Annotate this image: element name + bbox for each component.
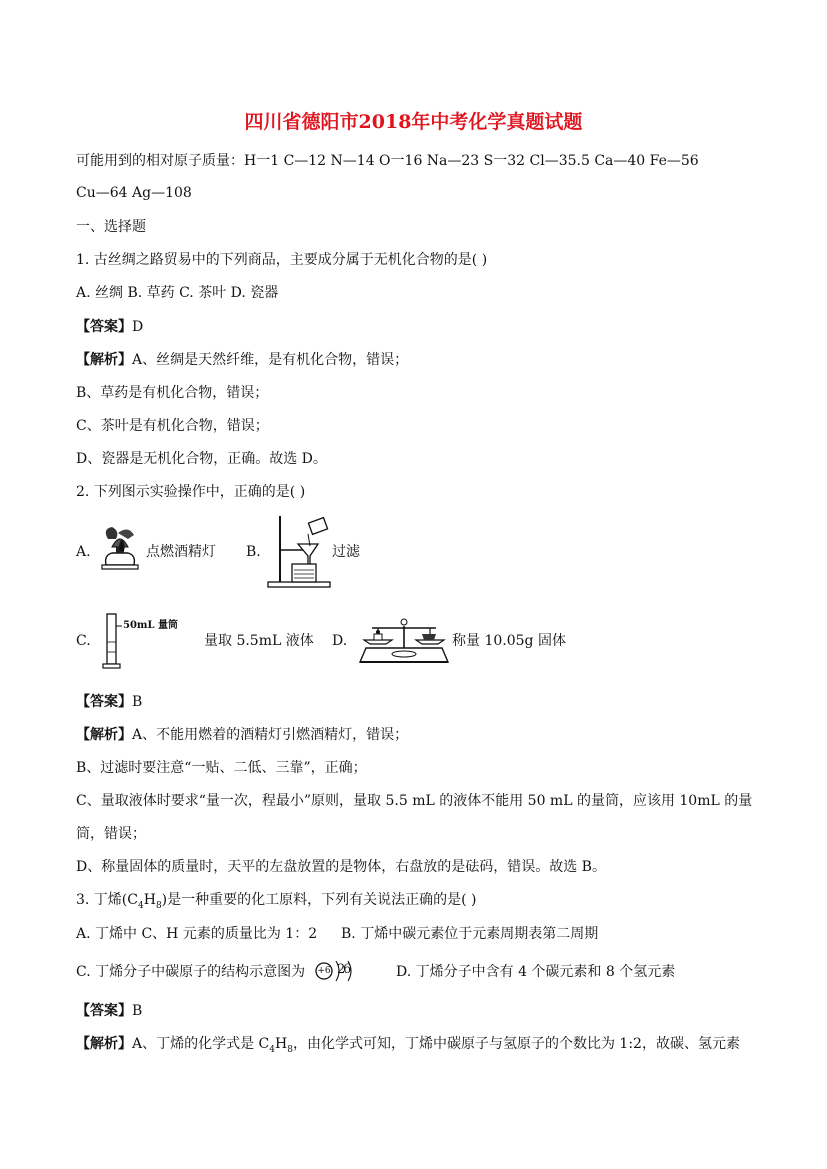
answer-tag: 【答案】 bbox=[76, 694, 132, 710]
atom-shell-2: 6 bbox=[343, 962, 352, 977]
q2-analysis-5: D、称量固体的质量时，天平的左盘放置的是物体，右盘放的是砝码，错误。故选 B。 bbox=[76, 859, 606, 875]
carbon-atom-diagram bbox=[314, 958, 360, 984]
q2-analysis-3: C、量取液体时要求“量一次，程最小”原则，量取 5.5 mL 的液体不能用 50 mL 的量筒，应该用 10mL 的量 bbox=[76, 793, 753, 809]
q2-analysis-4: 筒，错误； bbox=[76, 826, 146, 842]
analysis-text: A、丝绸是天然纤维，是有机化合物，错误； bbox=[132, 352, 409, 368]
q1-answer bbox=[76, 318, 143, 336]
alcohol-lamp-figure bbox=[98, 525, 146, 573]
analysis-tag: 【解析】 bbox=[76, 727, 132, 743]
q1-stem: 1. 古丝绸之路贸易中的下列商品，主要成分属于无机化合物的是( ) bbox=[76, 252, 488, 268]
cylinder-label: 50mL 量筒 bbox=[123, 620, 179, 631]
q3-analysis-sub1: 4 bbox=[269, 1044, 276, 1055]
answer-tag: 【答案】 bbox=[76, 319, 132, 335]
q3-analysis-1 bbox=[76, 1035, 740, 1053]
q1-analysis-4: D、瓷器是无机化合物，正确。故选 D。 bbox=[76, 451, 327, 467]
q1-options: A. 丝绸 B. 草药 C. 茶叶 D. 瓷器 bbox=[76, 285, 279, 301]
q2-optB-caption: 过滤 bbox=[332, 544, 360, 560]
answer-value: D bbox=[132, 319, 144, 335]
q2-optB-label: B. bbox=[246, 544, 261, 560]
q3-stem-post: )是一种重要的化工原料，下列有关说法正确的是( ) bbox=[161, 892, 477, 908]
atomic-mass-line-1: 可能用到的相对原子质量：H一1 C—12 N—14 O一16 Na—23 S一32 Cl—35.5 Ca—40 Fe—56 bbox=[76, 153, 699, 169]
q3-analysis-pre: A、丁烯的化学式是 C bbox=[132, 1036, 270, 1052]
q3-option-d: D. 丁烯分子中含有 4 个碳元素和 8 个氢元素 bbox=[396, 964, 676, 980]
q2-optC-caption: 量取 5.5mL 液体 bbox=[204, 633, 314, 649]
analysis-tag: 【解析】 bbox=[76, 1036, 132, 1052]
analysis-text: A、不能用燃着的酒精灯引燃酒精灯，错误； bbox=[132, 727, 409, 743]
section-heading: 一、选择题 bbox=[76, 219, 146, 235]
q2-optD-caption: 称量 10.05g 固体 bbox=[452, 633, 566, 649]
q1-analysis-1 bbox=[76, 351, 408, 369]
page-title: 四川省德阳市2018年中考化学真题试题 bbox=[244, 111, 583, 133]
filtration-figure bbox=[266, 512, 336, 588]
balance-figure bbox=[356, 612, 452, 668]
q2-stem: 2. 下列图示实验操作中，正确的是( ) bbox=[76, 484, 306, 500]
answer-tag: 【答案】 bbox=[76, 1003, 132, 1019]
q3-option-c: C. 丁烯分子中碳原子的结构示意图为 bbox=[76, 964, 306, 980]
q1-analysis-2: B、草药是有机化合物，错误； bbox=[76, 385, 269, 401]
q3-answer bbox=[76, 1002, 142, 1020]
q2-optC-label: C. bbox=[76, 633, 91, 649]
answer-value: B bbox=[132, 694, 143, 710]
atom-nucleus-charge: +6 bbox=[317, 966, 331, 976]
q3-analysis-mid: H bbox=[275, 1036, 288, 1052]
q3-option-b: B. 丁烯中碳元素位于元素周期表第二周期 bbox=[341, 926, 599, 942]
q1-analysis-3: C、茶叶是有机化合物，错误； bbox=[76, 418, 269, 434]
q3-stem-sub1: 4 bbox=[137, 900, 144, 911]
q3-analysis-sub2: 8 bbox=[287, 1044, 293, 1055]
q2-analysis-1 bbox=[76, 726, 408, 744]
q3-analysis-post: ，由化学式可知，丁烯中碳原子与氢原子的个数比为 1:2，故碳、氢元素 bbox=[292, 1036, 740, 1052]
answer-value: B bbox=[132, 1003, 143, 1019]
q3-stem bbox=[76, 891, 477, 909]
q3-stem-pre: 3. 丁烯(C bbox=[76, 892, 138, 908]
q3-stem-sub2: 8 bbox=[155, 900, 162, 911]
q2-optD-label: D. bbox=[332, 633, 348, 649]
q2-optA-label: A. bbox=[76, 544, 91, 560]
q2-optA-caption: 点燃酒精灯 bbox=[146, 544, 216, 560]
q3-option-a: A. 丁烯中 C、H 元素的质量比为 1：2 bbox=[76, 926, 318, 942]
q2-analysis-2: B、过滤时要注意“一贴、二低、三靠”，正确； bbox=[76, 760, 367, 776]
q2-answer bbox=[76, 693, 142, 711]
atom-shell-1: 2 bbox=[337, 962, 346, 977]
analysis-tag: 【解析】 bbox=[76, 352, 132, 368]
measuring-cylinder-figure bbox=[102, 612, 122, 670]
q3-stem-mid: H bbox=[143, 892, 156, 908]
atomic-mass-line-2: Cu—64 Ag—108 bbox=[76, 185, 192, 201]
